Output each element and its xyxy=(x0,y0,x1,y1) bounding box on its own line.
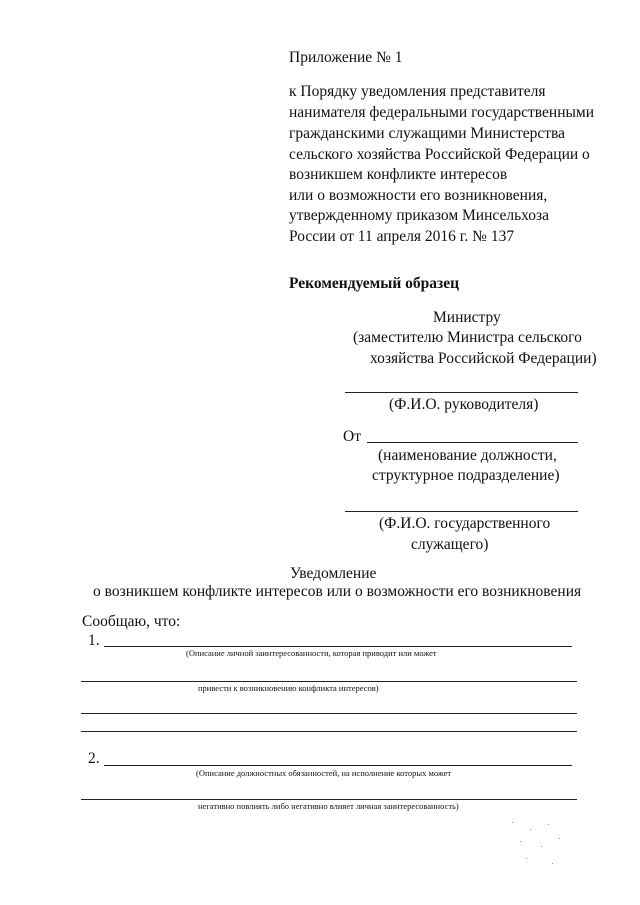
item-1-hint: (Описание личной заинтересованности, которая приводит или может xyxy=(186,648,437,658)
item-1-hint: привести к возникновению конфликта интересов) xyxy=(198,683,379,693)
sample-label: Рекомендуемый образец xyxy=(289,275,460,292)
from-label: От xyxy=(343,428,361,445)
reference-line: сельского хозяйства Российской Федерации о xyxy=(289,146,590,163)
item-1-line xyxy=(104,646,572,647)
item-1-line xyxy=(81,713,577,714)
position-line xyxy=(367,442,578,443)
position-caption: структурное подразделение) xyxy=(372,467,560,484)
servant-name-caption: (Ф.И.О. государственного xyxy=(379,515,551,532)
reference-line: нанимателя федеральными государственными xyxy=(289,104,595,121)
appendix-number: Приложение № 1 xyxy=(289,49,403,66)
item-2-hint: (Описание должностных обязанностей, на исполнение которых может xyxy=(196,768,452,778)
item-1-number: 1. xyxy=(88,632,100,649)
intro-text: Сообщаю, что: xyxy=(82,613,181,630)
item-2-number: 2. xyxy=(88,750,100,767)
reference-line: или о возможности его возникновения, xyxy=(289,187,548,204)
addressee-minister: Министру xyxy=(433,309,501,326)
item-2-hint: негативно повлиять либо негативно влияет личная заинтересованность) xyxy=(198,801,459,811)
servant-name-line xyxy=(345,511,578,512)
reference-line: утвержденному приказом Минсельхоза xyxy=(289,207,550,224)
servant-name-caption: служащего) xyxy=(411,536,489,553)
reference-line: возникшем конфликте интересов xyxy=(289,166,508,183)
item-1-line xyxy=(81,731,577,732)
item-2-line xyxy=(81,799,577,800)
notice-title: Уведомление xyxy=(290,565,377,582)
reference-line: гражданскими служащими Министерства xyxy=(289,125,565,142)
reference-line: к Порядку уведомления представителя xyxy=(289,83,546,100)
addressee-ministry: хозяйства Российской Федерации) xyxy=(370,350,597,367)
head-name-line xyxy=(345,392,578,393)
position-caption: (наименование должности, xyxy=(378,447,557,464)
item-2-line xyxy=(104,765,572,766)
head-name-caption: (Ф.И.О. руководителя) xyxy=(389,396,539,413)
notice-subtitle: о возникшем конфликте интересов или о возможности его возникновения xyxy=(93,583,582,600)
item-1-line xyxy=(81,681,577,682)
reference-line: России от 11 апреля 2016 г. № 137 xyxy=(289,228,515,245)
addressee-deputy: (заместителю Министра сельского xyxy=(353,329,582,346)
